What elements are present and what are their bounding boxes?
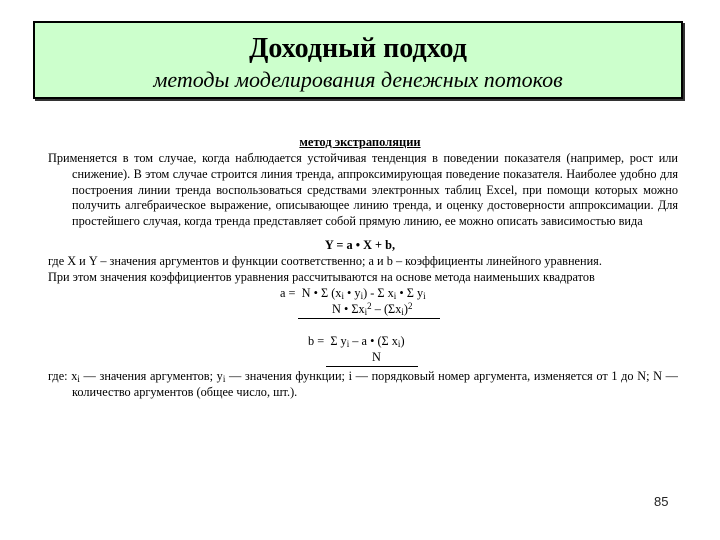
formula-b — [308, 334, 405, 350]
slide-title: Доходный подход — [249, 33, 467, 64]
where-line: где X и Y – значения аргументов и функции соответственно; а и b – коэффициенты линейного уравнения. — [48, 254, 602, 268]
least-squares-line: При этом значения коэффициентов уравнения рассчитываются на основе метода наименьших квадратов — [48, 270, 595, 284]
footnote: где: $x_i$ — значения аргументов; $y_i$ — значения функции; i — порядковый номер аргумента, изменяется от 1 до N; N — количество аргументов (общее число, шт.). — [48, 369, 678, 399]
method-heading: метод экстраполяции — [299, 135, 421, 149]
title-box — [33, 21, 683, 99]
formula-linear: Y = a • X + b, — [324, 238, 396, 252]
formula-a-rule — [298, 318, 440, 319]
formula-b-rule — [326, 366, 418, 367]
formula-a — [280, 286, 426, 302]
formula-b-denominator: N — [372, 350, 381, 364]
formula-a-denominator: N • $\Sigma x_i^2 - (\Sigma x_i)^2$ — [332, 301, 413, 317]
formula-b-prefix: b = — [308, 334, 325, 348]
page-number: 85 — [654, 494, 669, 509]
formula-a-prefix: a = — [280, 286, 296, 300]
paragraph-description: Применяется в том случае, когда наблюдается устойчивая тенденция в поведении показателя (например, рост или снижение). В этом случае строится линия тренда, аппроксимирующая поведение показателя. Наиболее удобно для построения линии тренда воспользоваться средствами электронных таблиц Excel, при помощи которых можно получить алгебраическое выражение, описывающее линию тренда, и оценку достоверности аппроксимации. Для простейшего случая, когда тренда представляет собой прямую линию, ее можно описать зависимостью вида — [48, 151, 678, 229]
formula-b-numerator: Σ $y_i$ – a • (Σ $x_i$) — [330, 334, 405, 349]
slide-subtitle: методы моделирования денежных потоков — [153, 67, 563, 92]
formula-a-numerator: N • Σ ($x_i$ • $y_i$) - Σ $x_i$ • Σ $y_i$ — [301, 286, 426, 301]
